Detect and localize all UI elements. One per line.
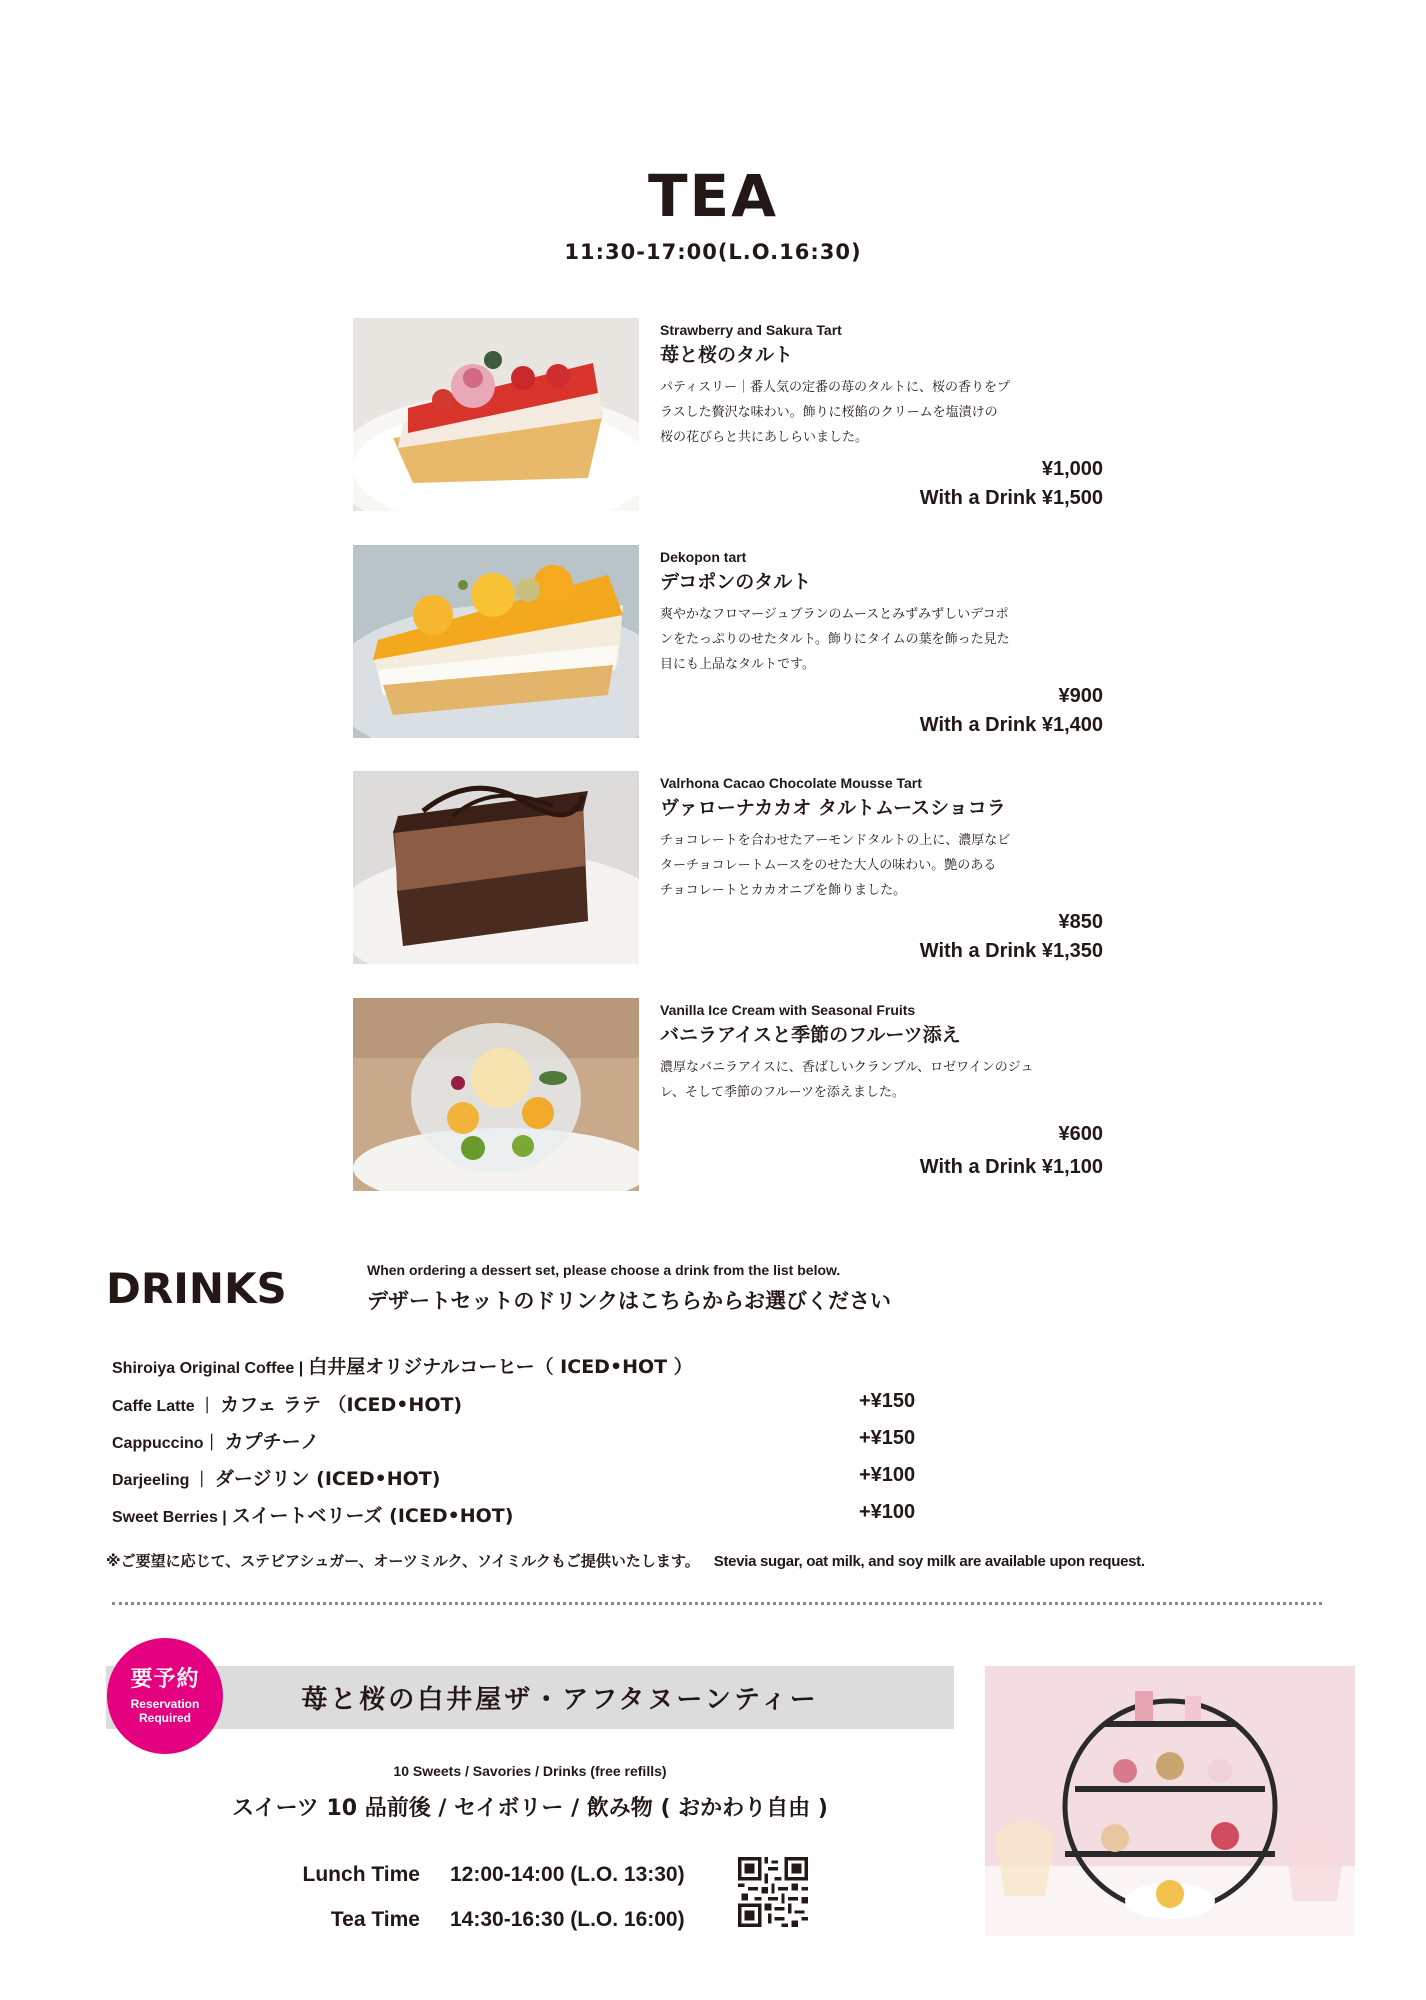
drink-row: [112, 1390, 942, 1420]
tea-section-title: TEA: [647, 162, 779, 230]
drink-name-ja: 白井屋オリジナルコーヒー（ ICED•HOT ）: [308, 1356, 693, 1378]
item-description: チョコレートを合わせたアーモンドタルトの上に、濃厚なビ ターチョコレートムースをのせた大人の味わい。艶のある チョコレートとカカオニブを飾りました。: [660, 833, 1011, 898]
drink-row: [112, 1464, 942, 1494]
menu-item-dekopon-tart: [353, 545, 1103, 740]
course-contents-ja: スイーツ 10 品前後 / セイボリー / 飲み物 ( おかわり自由 ): [232, 1796, 828, 1821]
drink-name-en: Cappuccino｜: [112, 1435, 220, 1452]
chocolate-mousse-tart-photo: [353, 771, 639, 964]
badge-label-ja: 要予約: [130, 1667, 200, 1692]
drinks-footnote: [106, 1550, 1145, 1571]
item-name-en: Valrhona Cacao Chocolate Mousse Tart: [660, 775, 922, 791]
menu-item-vanilla-ice-cream: [353, 998, 1103, 1193]
drink-name-ja: カフェ ラテ （ICED•HOT): [220, 1394, 463, 1416]
item-description: パティスリー｜番人気の定番の苺のタルトに、桜の香りをプ ラスした贅沢な味わい。飾りに桜餡のクリームを塩漬けの 桜の花びらと共にあしらいました。: [660, 380, 1010, 445]
item-price: ¥850: [1058, 911, 1103, 933]
drink-price: +¥150: [859, 1427, 916, 1449]
drink-row: [112, 1427, 942, 1457]
item-name-ja: バニラアイスと季節のフルーツ添え: [660, 1024, 961, 1046]
strawberry-tart-photo: [353, 318, 639, 511]
item-description: 濃厚なバニラアイスに、香ばしいクランブル、ロゼワインのジュ レ、そして季節のフルーツを添えました。: [660, 1060, 1034, 1100]
dekopon-tart-photo: [353, 545, 639, 738]
tea-time-row: [270, 1908, 720, 1938]
drink-name-ja: スイートベリーズ (ICED•HOT): [231, 1505, 514, 1527]
item-price-with-drink: With a Drink ¥1,400: [919, 714, 1103, 736]
drink-price: +¥100: [859, 1464, 916, 1486]
afternoon-tea-title: 苺と桜の白井屋ザ・アフタヌーンティー: [301, 1685, 819, 1715]
menu-item-chocolate-mousse-tart: [353, 771, 1103, 966]
drink-row: [112, 1352, 942, 1382]
menu-item-strawberry-tart: [353, 318, 1103, 513]
item-price: ¥900: [1058, 685, 1103, 707]
drink-name-ja: ダージリン (ICED•HOT): [214, 1468, 441, 1490]
lunch-time-label: Lunch Time: [302, 1863, 420, 1886]
item-name-en: Vanilla Ice Cream with Seasonal Fruits: [660, 1002, 916, 1018]
item-name-en: Strawberry and Sakura Tart: [660, 322, 842, 338]
reservation-required-badge: [107, 1638, 223, 1754]
item-price: ¥1,000: [1041, 458, 1103, 480]
reservation-qr-code[interactable]: [738, 1857, 808, 1927]
dotted-divider: [112, 1602, 1322, 1605]
drinks-note-en: When ordering a dessert set, please choose a drink from the list below.: [367, 1262, 841, 1278]
tea-time-label: Tea Time: [330, 1908, 420, 1931]
tea-time-value: 14:30-16:30 (L.O. 16:00): [450, 1908, 685, 1931]
drink-name-en: Sweet Berries |: [112, 1509, 227, 1526]
item-name-ja: デコポンのタルト: [660, 571, 812, 593]
item-name-en: Dekopon tart: [660, 549, 747, 565]
vanilla-ice-cream-photo: [353, 998, 639, 1191]
drink-price: +¥150: [859, 1390, 916, 1412]
drink-name-ja: カプチーノ: [224, 1431, 320, 1453]
badge-label-en-1: Reservation: [130, 1697, 200, 1711]
item-price-with-drink: With a Drink ¥1,100: [919, 1156, 1103, 1178]
drink-name-en: Caffe Latte ｜: [112, 1398, 216, 1415]
course-contents-en: 10 Sweets / Savories / Drinks (free refills): [393, 1763, 667, 1779]
item-price: ¥600: [1058, 1123, 1103, 1145]
tea-hours: 11:30-17:00(L.O.16:30): [564, 240, 862, 264]
drinks-section-title: DRINKS: [106, 1264, 287, 1313]
afternoon-tea-photo: [985, 1666, 1355, 1936]
item-name-ja: 苺と桜のタルト: [660, 344, 794, 366]
lunch-time-value: 12:00-14:00 (L.O. 13:30): [450, 1863, 685, 1886]
footnote-ja: ※ご要望に応じて、ステビアシュガー、オーツミルク、ソイミルクもご提供いたします。: [106, 1552, 700, 1570]
drinks-note-ja: デザートセットのドリンクはこちらからお選びください: [367, 1289, 891, 1313]
lunch-time-row: [270, 1863, 720, 1893]
drink-name-en: Darjeeling ｜: [112, 1472, 210, 1489]
item-price-with-drink: With a Drink ¥1,500: [919, 487, 1103, 509]
drink-name-en: Shiroiya Original Coffee |: [112, 1360, 304, 1377]
item-description: 爽やかなフロマージュブランのムースとみずみずしいデコポ ンをたっぷりのせたタルト。飾りにタイムの葉を飾った見た 目にも上品なタルトです。: [660, 607, 1010, 672]
drink-row: [112, 1501, 942, 1531]
item-name-ja: ヴァローナカカオ タルトムースショコラ: [660, 797, 1006, 819]
drink-price: +¥100: [859, 1501, 916, 1523]
item-price-with-drink: With a Drink ¥1,350: [919, 940, 1103, 962]
badge-label-en-2: Required: [138, 1711, 191, 1725]
footnote-en: Stevia sugar, oat milk, and soy milk are available upon request.: [713, 1553, 1145, 1570]
